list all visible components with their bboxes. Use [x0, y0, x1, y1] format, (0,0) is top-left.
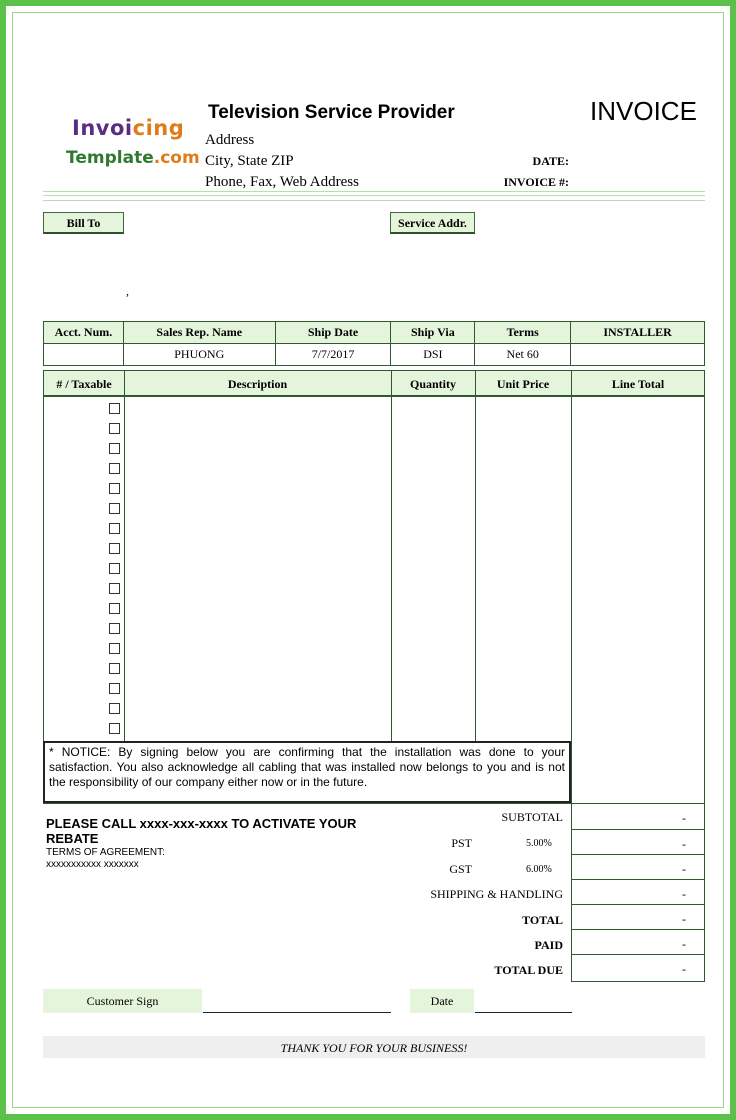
taxable-checkbox[interactable]: [109, 563, 120, 574]
total-label: TOTAL: [522, 913, 563, 927]
terms-block: [46, 847, 165, 871]
taxable-checkbox[interactable]: [109, 583, 120, 594]
items-table: [43, 370, 705, 804]
taxable-checkbox[interactable]: [109, 723, 120, 734]
thank-you-banner: THANK YOU FOR YOUR BUSINESS!: [43, 1036, 705, 1058]
total-value: -: [571, 905, 705, 930]
info-value-installer: [571, 344, 705, 366]
info-value-sales-rep: PHUONG: [123, 344, 275, 366]
paid-label: PAID: [534, 938, 563, 952]
logo-line1: Invoicing: [72, 116, 185, 140]
items-header-line-total: Line Total: [611, 377, 665, 391]
info-header-sales-rep: Sales Rep. Name: [123, 322, 275, 344]
terms-value: xxxxxxxxxxx xxxxxxx: [46, 859, 139, 870]
gst-value: -: [571, 855, 705, 880]
company-contact: Phone, Fax, Web Address: [205, 174, 359, 190]
subtotal-value: -: [571, 804, 705, 830]
taxable-checkbox[interactable]: [109, 643, 120, 654]
taxable-checkbox[interactable]: [109, 403, 120, 414]
date-sign-label: Date: [410, 989, 474, 1013]
terms-label: TERMS OF AGREEMENT:: [46, 847, 165, 858]
company-address: Address: [205, 132, 255, 148]
info-value-ship-via: DSI: [391, 344, 475, 366]
total-due-label: TOTAL DUE: [494, 963, 563, 977]
gst-label: GST: [449, 862, 472, 876]
taxable-checkbox[interactable]: [109, 623, 120, 634]
total-due-value: -: [571, 955, 705, 982]
gst-rate: 6.00%: [526, 864, 552, 875]
taxable-checkbox[interactable]: [109, 703, 120, 714]
info-value-ship-date: 7/7/2017: [275, 344, 391, 366]
date-sign-line[interactable]: [475, 989, 572, 1013]
items-header-quantity: Quantity: [409, 377, 456, 391]
taxable-checkbox[interactable]: [109, 543, 120, 554]
items-col-quantity: [391, 371, 476, 803]
pst-value: -: [571, 830, 705, 855]
taxable-checkbox[interactable]: [109, 603, 120, 614]
info-header-acct: Acct. Num.: [44, 322, 124, 344]
invoice-title: INVOICE: [590, 96, 697, 126]
bill-to-label: Bill To: [43, 212, 124, 234]
bill-to-comma: ,: [126, 284, 129, 298]
taxable-checkbox[interactable]: [109, 423, 120, 434]
customer-sign-label: Customer Sign: [43, 989, 202, 1013]
pst-label: PST: [451, 836, 472, 850]
items-col-description: [124, 371, 392, 803]
customer-sign-line[interactable]: [203, 989, 391, 1013]
paid-value: -: [571, 930, 705, 955]
taxable-checkbox[interactable]: [109, 663, 120, 674]
taxable-checkbox[interactable]: [109, 483, 120, 494]
company-name: Television Service Provider: [208, 102, 455, 123]
company-city: City, State ZIP: [205, 153, 294, 169]
items-header-description: Description: [227, 377, 288, 391]
rebate-text: PLEASE CALL xxxx-xxx-xxxx TO ACTIVATE YOUR REBATE: [46, 816, 357, 846]
info-table: [43, 321, 705, 366]
pst-rate: 5.00%: [526, 838, 552, 849]
logo-line2: Template.com: [66, 148, 200, 168]
taxable-checkbox[interactable]: [109, 503, 120, 514]
info-header-ship-date: Ship Date: [275, 322, 391, 344]
service-addr-label: Service Addr.: [390, 212, 475, 234]
items-col-unit-price: [475, 371, 572, 803]
items-header-unit-price: Unit Price: [496, 377, 550, 391]
info-header-installer: INSTALLER: [571, 322, 705, 344]
shipping-value: -: [571, 880, 705, 905]
header-divider: [43, 191, 705, 201]
info-value-acct: [44, 344, 124, 366]
info-value-terms: Net 60: [475, 344, 571, 366]
date-label: DATE:: [532, 154, 569, 168]
invoice-number-label: INVOICE #:: [503, 175, 569, 189]
taxable-checkbox[interactable]: [109, 463, 120, 474]
notice-box: * NOTICE: By signing below you are confirming that the installation was done to your satisfaction. You also acknowledge all cabling that was installed now belongs to you and is not the responsibility of our company either now or in the future.: [43, 741, 571, 803]
info-header-ship-via: Ship Via: [391, 322, 475, 344]
shipping-label: SHIPPING & HANDLING: [430, 887, 563, 901]
items-header-taxable: # / Taxable: [56, 377, 112, 391]
info-header-terms: Terms: [475, 322, 571, 344]
subtotal-label: SUBTOTAL: [501, 810, 563, 824]
taxable-checkbox[interactable]: [109, 443, 120, 454]
taxable-checkbox[interactable]: [109, 683, 120, 694]
taxable-checkbox[interactable]: [109, 523, 120, 534]
